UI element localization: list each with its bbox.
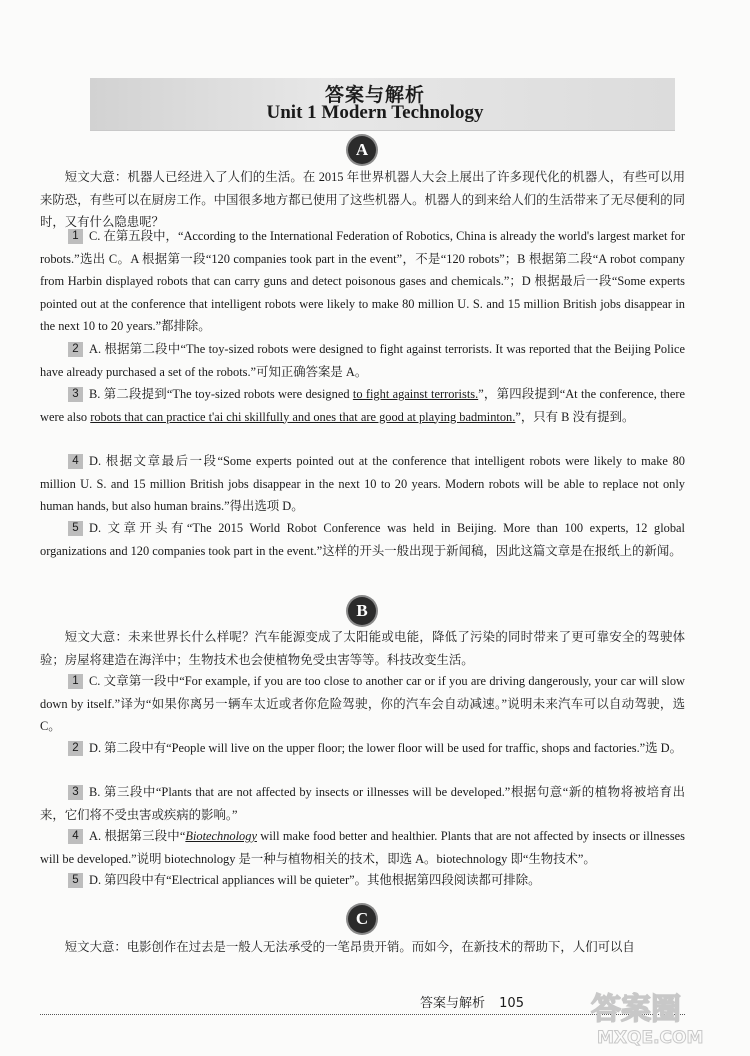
summary-b: 短文大意：未来世界长什么样呢？汽车能源变成了太阳能或电能，降低了污染的同时带来了更可靠安全的驾驶体验；房屋将建造在海洋中；生物技术也会使植物免受虫害等等。科技改变生活。 [40, 630, 685, 667]
question-number: 4 [68, 829, 83, 844]
unit-title: Unit 1 Modern Technology [266, 102, 484, 123]
watermark-logo [585, 985, 735, 1050]
answer-a-3 [40, 383, 685, 428]
answer-b-3 [40, 781, 685, 826]
section-badge-b: B [348, 597, 376, 625]
answer-text: D. 第二段中有“People will live on the upper floor; the lower floor will be used for traffic, shops and factories.”选 D。 [89, 741, 683, 755]
answer-text: B. 第二段提到“The toy-sized robots were designed [89, 387, 353, 401]
watermark-url: MXQE.COM [597, 1028, 704, 1048]
question-number: 3 [68, 785, 83, 800]
answer-text: A. 根据第三段中“ [89, 829, 186, 843]
answer-b-5 [40, 869, 685, 892]
section-badge-c: C [348, 905, 376, 933]
answer-b-1 [40, 670, 685, 738]
underlined-phrase: robots that can practice t'ai chi skillfully and ones that are good at playing badminton. [90, 409, 516, 424]
answer-b-4 [40, 825, 685, 870]
question-number: 4 [68, 454, 83, 469]
answer-text: ”，只有 B 没有提到。 [515, 409, 635, 424]
summary-c: 短文大意：电影创作在过去是一般人无法承受的一笔昂贵开销。而如今，在新技术的帮助下，人们可以自 [64, 940, 635, 954]
question-number: 5 [68, 873, 83, 888]
question-number: 1 [68, 674, 83, 689]
section-badge-a: A [348, 136, 376, 164]
answer-text: C. 在第五段中，“According to the International Federation of Robotics, China is already the world's largest market for robots.”选出 C。A 根据第一段“120 companies took part in the event”，不是“120 robots”；B 根据第二段“A robot company from Harbin displayed robots that can carry guns and detect poisonous gases and chemicals.”；D 根据最后一段“Some experts pointed out at the conference that intelligent robots were likely to make 80 million U. S. and 15 million British jobs disappear in the next 10 to 20 years.”都排除。 [40, 229, 685, 333]
question-number: 3 [68, 387, 83, 402]
answer-text: D. 根据文章最后一段“Some experts pointed out at the conference that intelligent robots were likely to make 80 million U. S. and 15 million British jobs disappear in the next 10 to 20 years. Modern robots will be able to replace not only human hands, but also human brains.”得出选项 D。 [40, 454, 685, 513]
answer-text: C. 文章第一段中“For example, if you are too close to another car or if you are driving dangerously, your car will slow down by itself.”译为“如果你离另一辆车太近或者你危险驾驶，你的汽车会自动减速。”说明未来汽车可以自动驾驶，选 C。 [40, 674, 685, 733]
answer-a-4 [40, 450, 685, 518]
answer-text: will make food better and healthier. Plants that are not affected by insects or illnesses will be developed.”说明 biotechnology 是一种与植物相关的技术，即选 A。biotechnology 即“生物技术”。 [40, 829, 685, 866]
answer-a-2 [40, 338, 685, 383]
question-number: 5 [68, 521, 83, 536]
answer-text: A. 根据第二段中“The toy-sized robots were designed to fight against terrorists. It was reported that the Beijing Police have already purchased a set of the robots.”可知正确答案是 A。 [40, 342, 685, 379]
question-number: 2 [68, 741, 83, 756]
question-number: 1 [68, 229, 83, 244]
page-footer [420, 992, 524, 1011]
answer-text: ”，第四段提到“At the conference, there were also [40, 387, 685, 424]
question-number: 2 [68, 342, 83, 357]
watermark-text: 答案圈 [591, 992, 681, 1027]
underlined-term: Biotechnology [185, 829, 257, 843]
answer-text: D. 第四段中有“Electrical appliances will be quieter”。其他根据第四段阅读都可排除。 [89, 873, 541, 887]
page-title: 答案与解析 [324, 84, 425, 106]
summary-a: 短文大意：机器人已经进入了人们的生活。在 2015 年世界机器人大会上展出了许多现代化的机器人，有些可以用来防恐，有些可以在厨房工作。中国很多地方都已使用了这些机器人。机器人的到来给人们的生活带来了无尽便利的同时，又有什么隐患呢？ [40, 170, 685, 229]
answer-text: D. 文章开头有“The 2015 World Robot Conference was held in Beijing. More than 100 experts, 12 global organizations and 120 companies took part in the event.”这样的开头一般出现于新闻稿，因此这篇文章是在报纸上的新闻。 [40, 521, 685, 558]
underlined-phrase: to fight against terrorists. [352, 387, 479, 401]
answer-b-2 [40, 737, 685, 760]
page-number: 105 [499, 996, 524, 1011]
footer-label: 答案与解析 [420, 996, 486, 1011]
answer-a-5 [40, 517, 685, 562]
answer-a-1 [40, 225, 685, 338]
answer-text: B. 第三段中“Plants that are not affected by insects or illnesses will be developed.”根据句意“新的植物将被培育出来，它们将不受虫害或疾病的影响。” [40, 785, 685, 822]
